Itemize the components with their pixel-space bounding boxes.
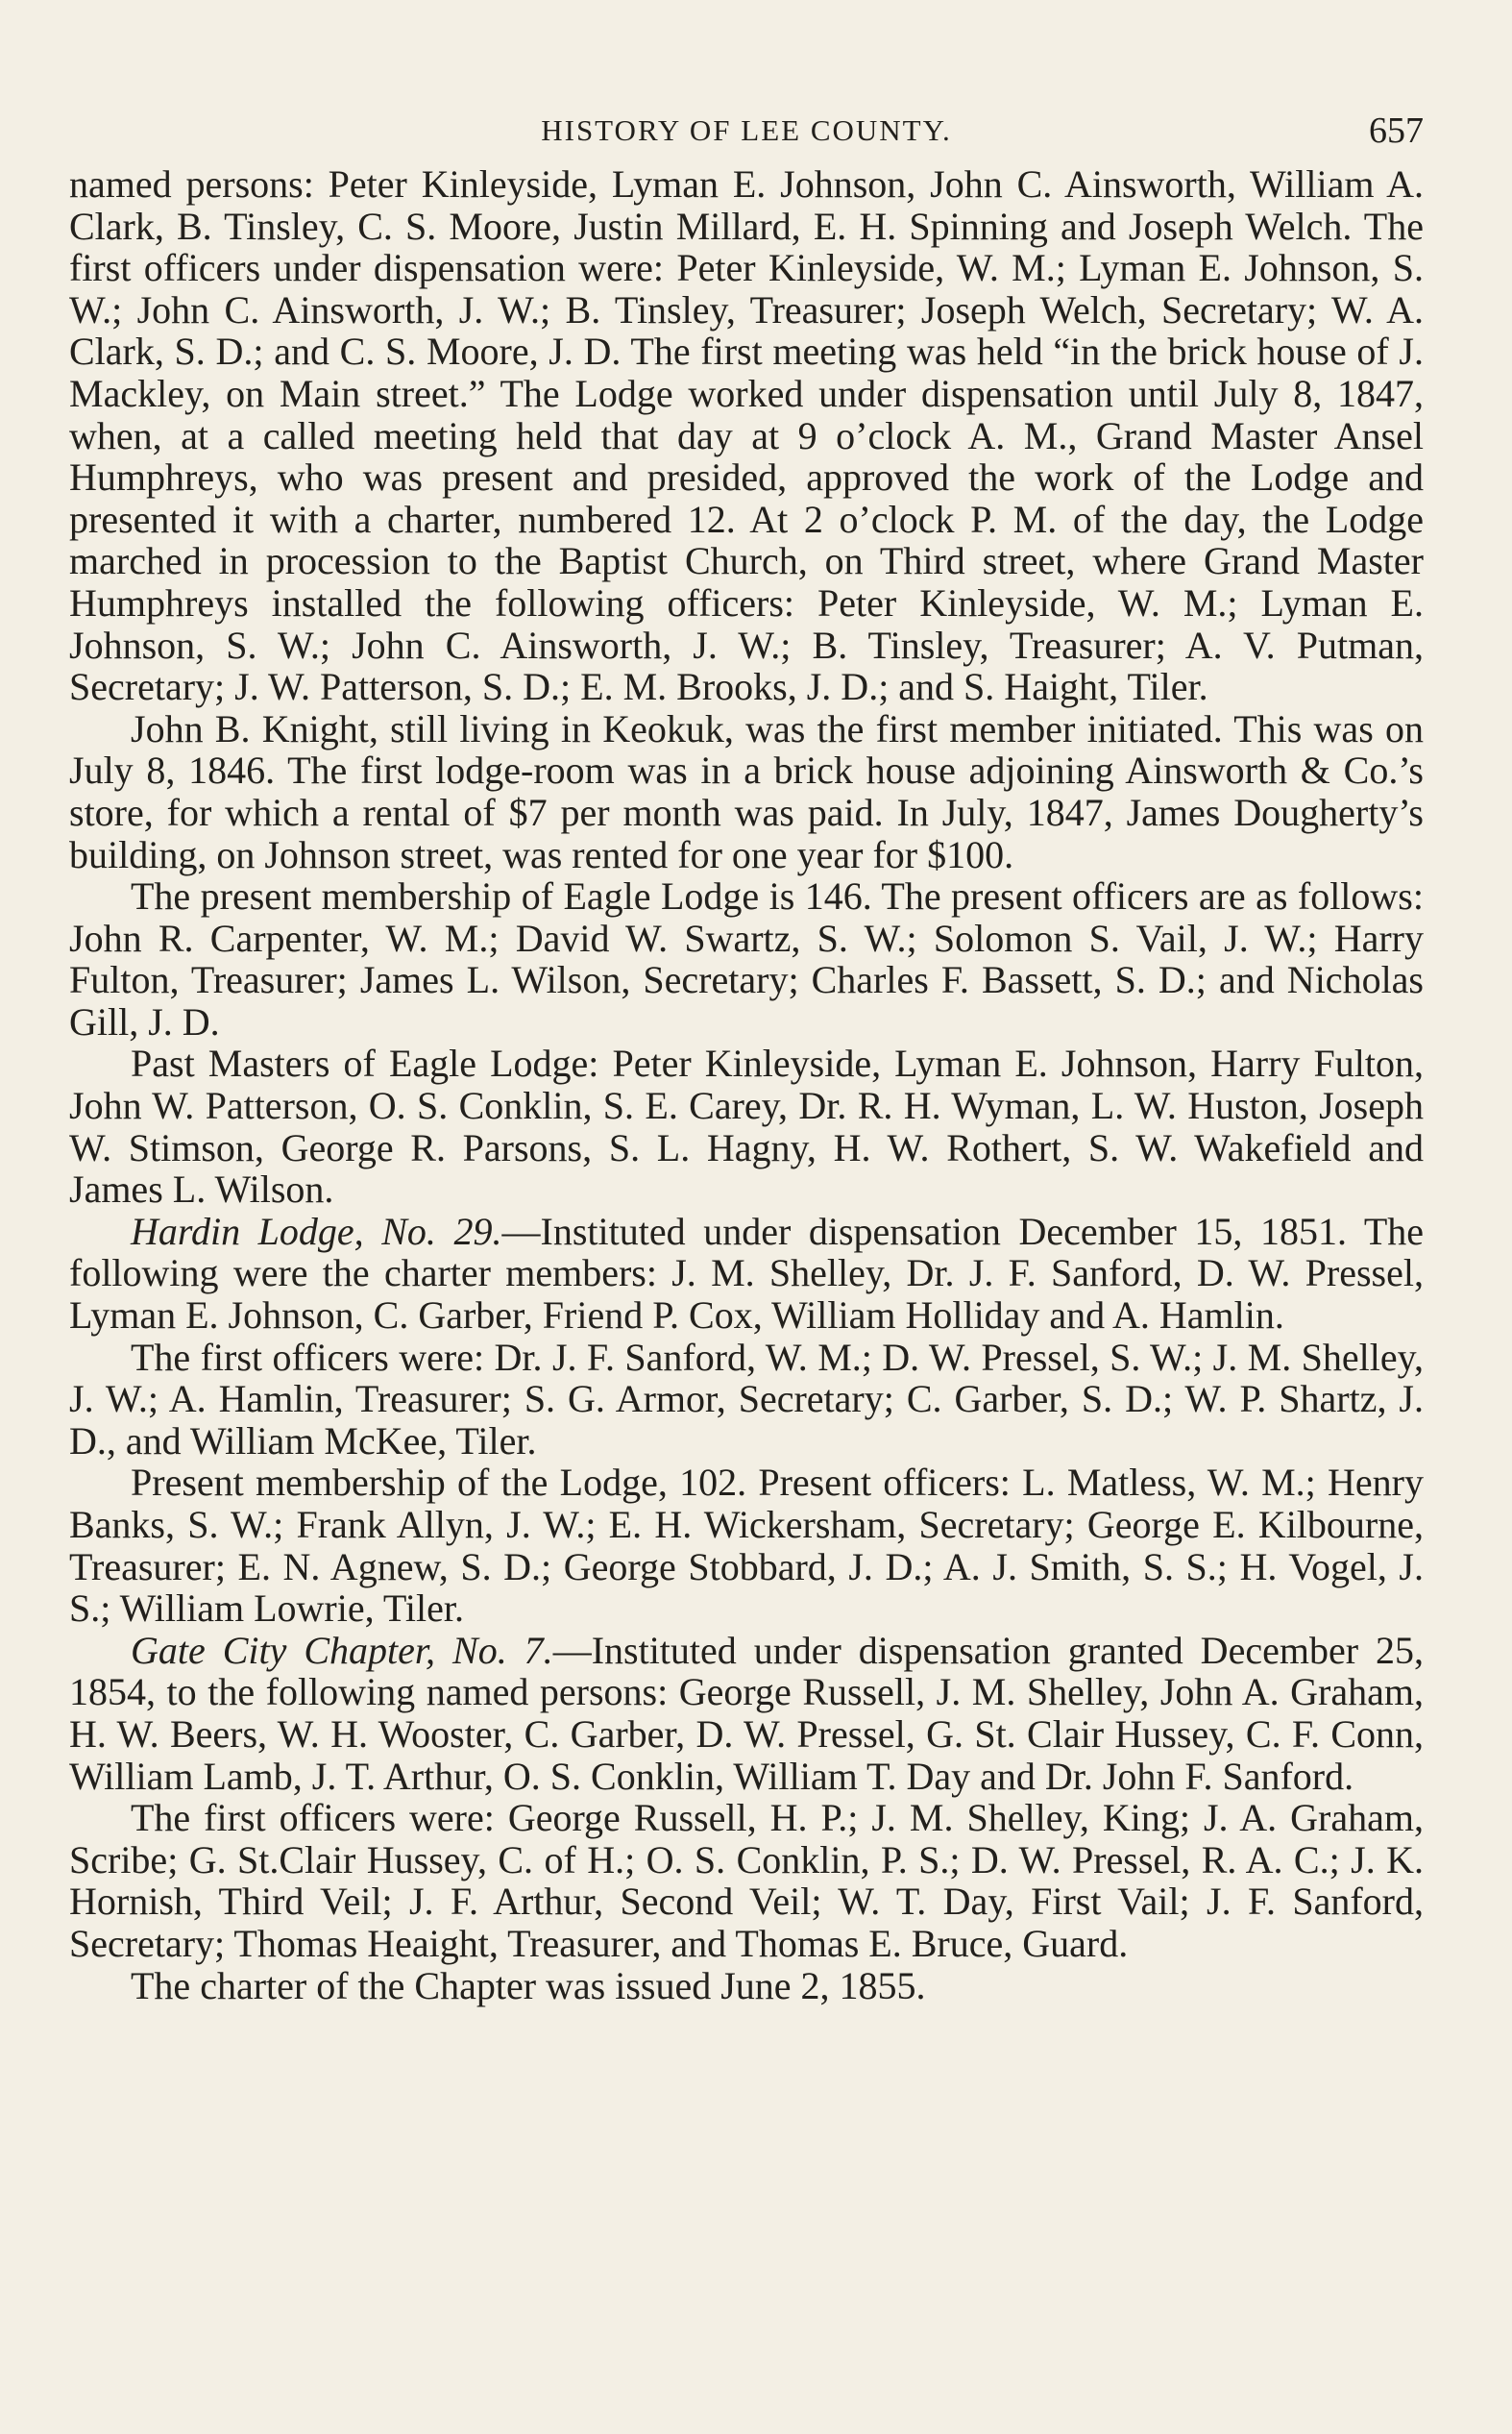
- paragraph: [69, 875, 1424, 1043]
- paragraph-text: named persons: Peter Kinleyside, Lyman E. Johnson, John C. Ainsworth, William A. Clark, B. Tinsley, C. S. Moore, Justin Millard, E. H. Spinning and Joseph Welch. The first officers under dispensation were: Peter Kinleyside, W. M.; Lyman E. Johnson, S. W.; John C. Ainsworth, J. W.; B. Tinsley, Treasurer; Joseph Welch, Secretary; W. A. Clark, S. D.; and C. S. Moore, J. D. The first meeting was held “in the brick house of J. Mackley, on Main street.” The Lodge worked under dispensation until July 8, 1847, when, at a called meeting held that day at 9 o’clock A. M., Grand Master Ansel Humphreys, who was present and presided, approved the work of the Lodge and presented it with a charter, numbered 12. At 2 o’clock P. M. of the day, the Lodge marched in procession to the Baptist Church, on Third street, where Grand Master Humphreys installed the following officers: Peter Kinleyside, W. M.; Lyman E. Johnson, S. W.; John C. Ainsworth, J. W.; B. Tinsley, Treasurer; A. V. Putman, Secretary; J. W. Patterson, S. D.; E. M. Brooks, J. D.; and S. Haight, Tiler.: [69, 162, 1424, 709]
- paragraph-text: —Instituted under dispensation granted December 25, 1854, to the following named persons: George Russell, J. M. Shelley, John A. Graham, H. W. Beers, W. H. Wooster, C. Garber, D. W. Pressel, G. St. Clair Hussey, C. F. Conn, William Lamb, J. T. Arthur, O. S. Conklin, William T. Day and Dr. John F. Sanford.: [69, 1628, 1424, 1798]
- paragraph: [69, 163, 1424, 708]
- paragraph-text: John B. Knight, still living in Keokuk, was the first member initiated. This was on July 8, 1846. The first lodge-room was in a brick house adjoining Ainsworth & Co.’s store, for which a rental of $7 per month was paid. In July, 1847, James Dougherty’s building, on Johnson street, was rented for one year for $100.: [69, 706, 1424, 876]
- paragraph: [69, 1965, 1424, 2007]
- paragraph-text: Present membership of the Lodge, 102. Present officers: L. Matless, W. M.; Henry Banks, S. W.; Frank Allyn, J. W.; E. H. Wickersham, Secretary; George E. Kilbourne, Treasurer; E. N. Agnew, S. D.; George Stobbard, J. D.; A. J. Smith, S. S.; H. Vogel, J. S.; William Lowrie, Tiler.: [69, 1461, 1424, 1631]
- paragraph: [69, 1462, 1424, 1629]
- paragraph-text: The first officers were: George Russell, H. P.; J. M. Shelley, King; J. A. Graham, Scribe; G. St.Clair Hussey, C. of H.; O. S. Conklin, P. S.; D. W. Pressel, R. A. C.; J. K. Hornish, Third Veil; J. F. Arthur, Second Veil; W. T. Day, First Vail; J. F. Sanford, Secretary; Thomas Heaight, Treasurer, and Thomas E. Bruce, Guard.: [69, 1796, 1424, 1965]
- paragraph-text: The charter of the Chapter was issued June 2, 1855.: [131, 1963, 926, 2007]
- paragraph: [69, 1337, 1424, 1463]
- page-number: 657: [1369, 111, 1424, 151]
- section-heading: Gate City Chapter, No. 7.: [131, 1628, 553, 1672]
- paragraph: [69, 1630, 1424, 1797]
- paragraph-text: —Instituted under dispensation December 15, 1851. The following were the charter members: J. M. Shelley, Dr. J. F. Sanford, D. W. Pressel, Lyman E. Johnson, C. Garber, Friend P. Cox, William Holliday and A. Hamlin.: [69, 1209, 1425, 1338]
- book-page: [69, 113, 1424, 2006]
- running-head: [69, 113, 1424, 163]
- paragraph: [69, 1043, 1424, 1210]
- paragraph-text: Past Masters of Eagle Lodge: Peter Kinleyside, Lyman E. Johnson, Harry Fulton, John W. Patterson, O. S. Conklin, S. E. Carey, Dr. R. H. Wyman, L. W. Huston, Joseph W. Stimson, George R. Parsons, S. L. Hagny, H. W. Rothert, S. W. Wakefield and James L. Wilson.: [69, 1042, 1424, 1212]
- paragraph-text: The present membership of Eagle Lodge is 146. The present officers are as follows: John R. Carpenter, W. M.; David W. Swartz, S. W.; Solomon S. Vail, J. W.; Harry Fulton, Treasurer; James L. Wilson, Secretary; Charles F. Bassett, S. D.; and Nicholas Gill, J. D.: [69, 874, 1424, 1044]
- paragraph: [69, 1797, 1424, 1964]
- running-title: HISTORY OF LEE COUNTY.: [541, 113, 952, 147]
- paragraph-text: The first officers were: Dr. J. F. Sanford, W. M.; D. W. Pressel, S. W.; J. M. Shelley, J. W.; A. Hamlin, Treasurer; S. G. Armor, Secretary; C. Garber, S. D.; W. P. Shartz, J. D., and William McKee, Tiler.: [69, 1335, 1424, 1463]
- paragraph: [69, 708, 1424, 875]
- body-text: [69, 163, 1424, 2006]
- section-heading: Hardin Lodge, No. 29.: [131, 1209, 502, 1253]
- paragraph: [69, 1211, 1424, 1337]
